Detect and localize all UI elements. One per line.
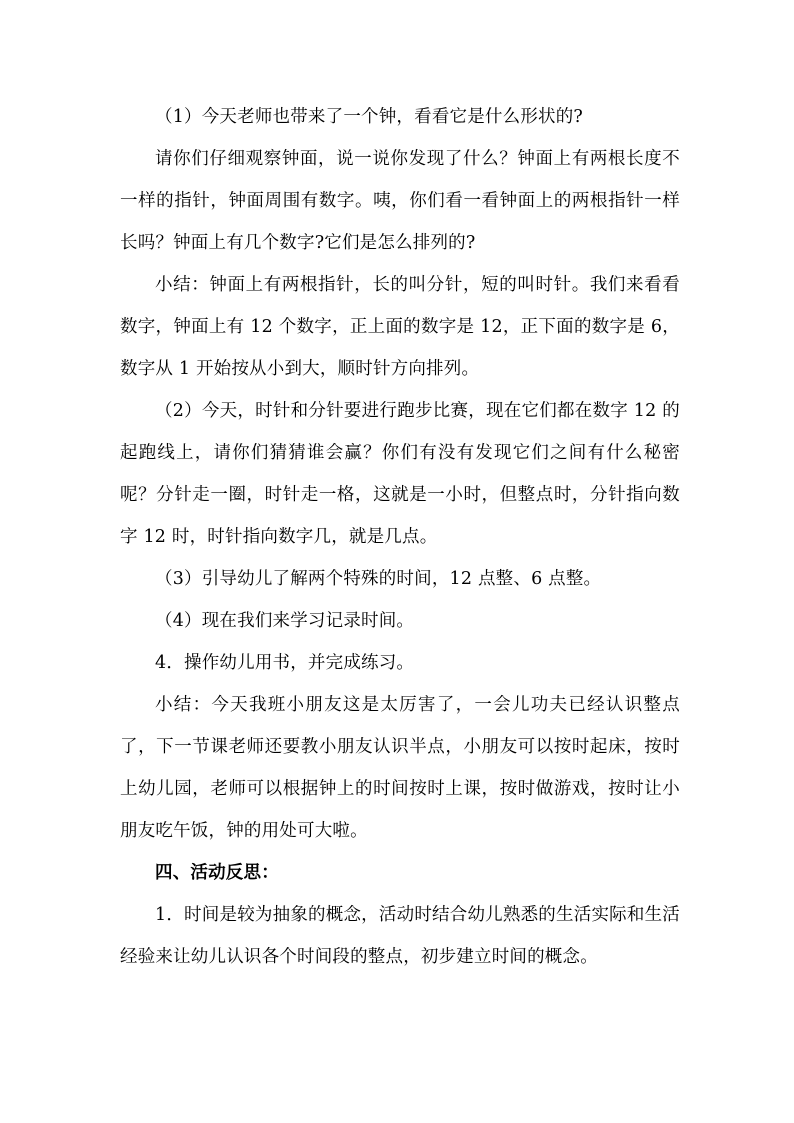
paragraph-workbook-practice: 4．操作幼儿用书，并完成练习。: [155, 653, 415, 673]
section-heading-reflection: 四、活动反思：: [155, 863, 279, 883]
paragraph-lesson-summary: 小结：今天我班小朋友这是太厉害了，一会儿功夫已经认识整点了，下一节课老师还要教小朋友认识半点，小朋友可以按时起床，按时上幼儿园，老师可以根据钟上的时间按时上课，按时做游戏，按时让小朋友吃午饭，钟的用处可大啦。: [120, 695, 680, 841]
paragraph-reflection-1: 1．时间是较为抽象的概念，活动时结合幼儿熟悉的生活实际和生活经验来让幼儿认识各个时间段的整点，初步建立时间的概念。: [120, 905, 680, 967]
paragraph-observe-clock-face: 请你们仔细观察钟面，说一说你发现了什么？钟面上有两根长度不一样的指针，钟面周围有数字。咦，你们看一看钟面上的两根指针一样长吗？钟面上有几个数字?它们是怎么排列的?: [120, 149, 680, 253]
paragraph-clock-shape-question: （1）今天老师也带来了一个钟，看看它是什么形状的?: [155, 107, 584, 127]
paragraph-race-hour-minute: （2）今天，时针和分针要进行跑步比赛，现在它们都在数字 12 的起跑线上，请你们猜猜谁会赢？你们有没有发现它们之间有什么秘密呢？分针走一圈，时针走一格，这就是一小时，但整点时，分针指向数字 12 时，时针指向数字几，就是几点。: [120, 401, 680, 547]
document-body: [120, 96, 680, 978]
paragraph-special-times: （3）引导幼儿了解两个特殊的时间，12 点整、6 点整。: [155, 569, 602, 589]
paragraph-record-time: （4）现在我们来学习记录时间。: [155, 611, 415, 631]
paragraph-summary-hands-numbers: 小结：钟面上有两根指针，长的叫分针，短的叫时针。我们来看看数字，钟面上有 12 个数字，正上面的数字是 12，正下面的数字是 6，数字从 1 开始按从小到大，顺时针方向排列。: [120, 275, 680, 379]
